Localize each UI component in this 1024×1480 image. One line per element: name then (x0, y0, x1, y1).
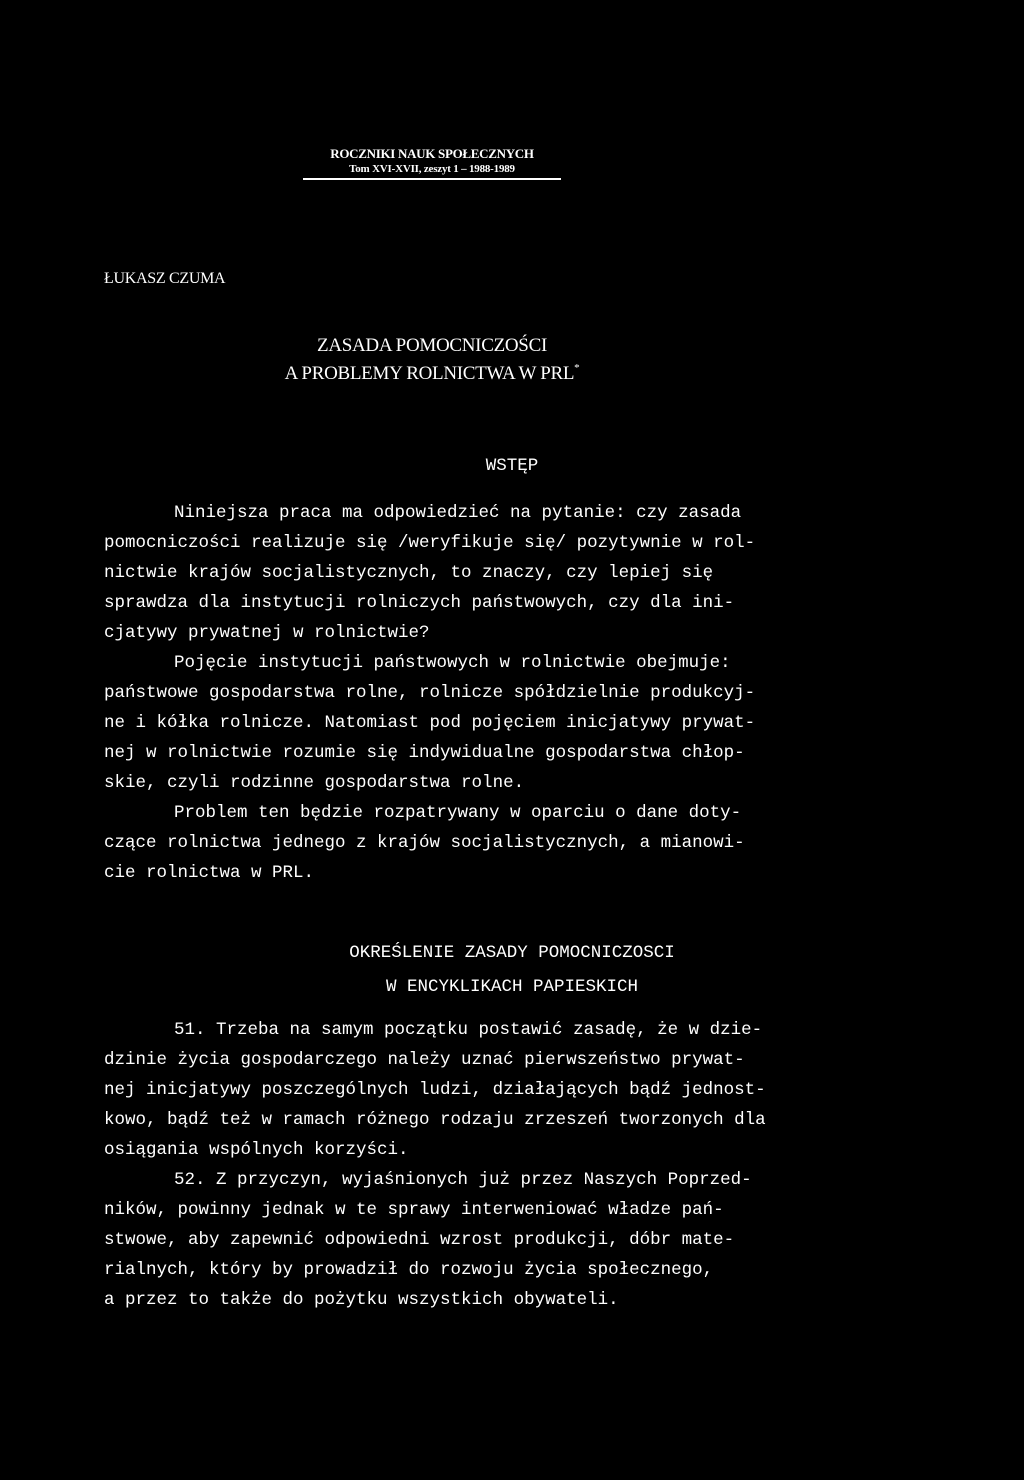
text-line: a przez to także do pożytku wszystkich obywateli. (104, 1290, 619, 1310)
text-line: 51. Trzeba na samym początku postawić zasadę, że w dzie- (174, 1020, 763, 1040)
text-line: Problem ten będzie rozpatrywany w oparciu o dane doty- (174, 803, 742, 823)
section2-body (104, 1015, 904, 1315)
text-line: cie rolnictwa w PRL. (104, 863, 315, 883)
text-line: ne i kółka rolnicze. Natomiast pod pojęciem inicjatywy prywat- (104, 713, 756, 733)
title-line-2 (240, 357, 624, 385)
journal-title: ROCZNIKI NAUK SPOŁECZNYCH (330, 146, 534, 161)
text-line: Niniejsza praca ma odpowiedzieć na pytanie: czy zasada (174, 503, 742, 523)
header-rule (303, 178, 561, 180)
text-line: skie, czyli rodzinne gospodarstwa rolne. (104, 773, 525, 793)
article-title (240, 334, 624, 385)
section2-heading-line-2: W ENCYKLIKACH PAPIESKICH (385, 977, 639, 997)
text-line: sprawdza dla instytucji rolniczych państwowych, czy dla ini- (104, 593, 735, 613)
text-line: stwowe, aby zapewnić odpowiedni wzrost produkcji, dóbr mate- (104, 1230, 735, 1250)
section-heading-wstep: WSTĘP (485, 456, 539, 476)
text-line: pomocniczości realizuje się /weryfikuje się/ pozytywnie w rol- (104, 533, 756, 553)
text-line: rialnych, który by prowadził do rozwoju życia społecznego, (104, 1260, 714, 1280)
text-line: nictwie krajów socjalistycznych, to znaczy, czy lepiej się (104, 563, 714, 583)
text-line: Pojęcie instytucji państwowych w rolnictwie obejmuje: (174, 653, 731, 673)
text-line: kowo, bądź też w ramach różnego rodzaju zrzeszeń tworzonych dla (104, 1110, 766, 1130)
text-line: nej w rolnictwie rozumie się indywidualne gospodarstwa chłop- (104, 743, 745, 763)
section2-heading-line-1: OKREŚLENIE ZASADY POMOCNICZOSCI (349, 943, 675, 963)
text-line: czące rolnictwa jednego z krajów socjalistycznych, a mianowi- (104, 833, 745, 853)
title-line-2-text: A PROBLEMY ROLNICTWA W PRL (284, 363, 575, 384)
author-name: ŁUKASZ CZUMA (104, 270, 226, 287)
title-line-1: ZASADA POMOCNICZOŚCI (317, 335, 547, 356)
text-line: osiągania wspólnych korzyści. (104, 1140, 409, 1160)
text-line: ników, powinny jednak w te sprawy interweniować władze pań- (104, 1200, 724, 1220)
text-line: 52. Z przyczyn, wyjaśnionych już przez Naszych Poprzed- (174, 1170, 752, 1190)
journal-header (300, 146, 564, 180)
text-line: państwowe gospodarstwa rolne, rolnicze spółdzielnie produkcyj- (104, 683, 756, 703)
section1-body (104, 498, 904, 888)
title-footnote-mark: * (574, 362, 580, 374)
text-line: dzinie życia gospodarczego należy uznać pierwszeństwo prywat- (104, 1050, 745, 1070)
journal-issue: Tom XVI-XVII, zeszyt 1 – 1988-1989 (349, 163, 515, 175)
text-line: cjatywy prywatnej w rolnictwie? (104, 623, 430, 643)
text-line: nej inicjatywy poszczególnych ludzi, działających bądź jednost- (104, 1080, 766, 1100)
section-heading-okreslenie (212, 936, 812, 1004)
